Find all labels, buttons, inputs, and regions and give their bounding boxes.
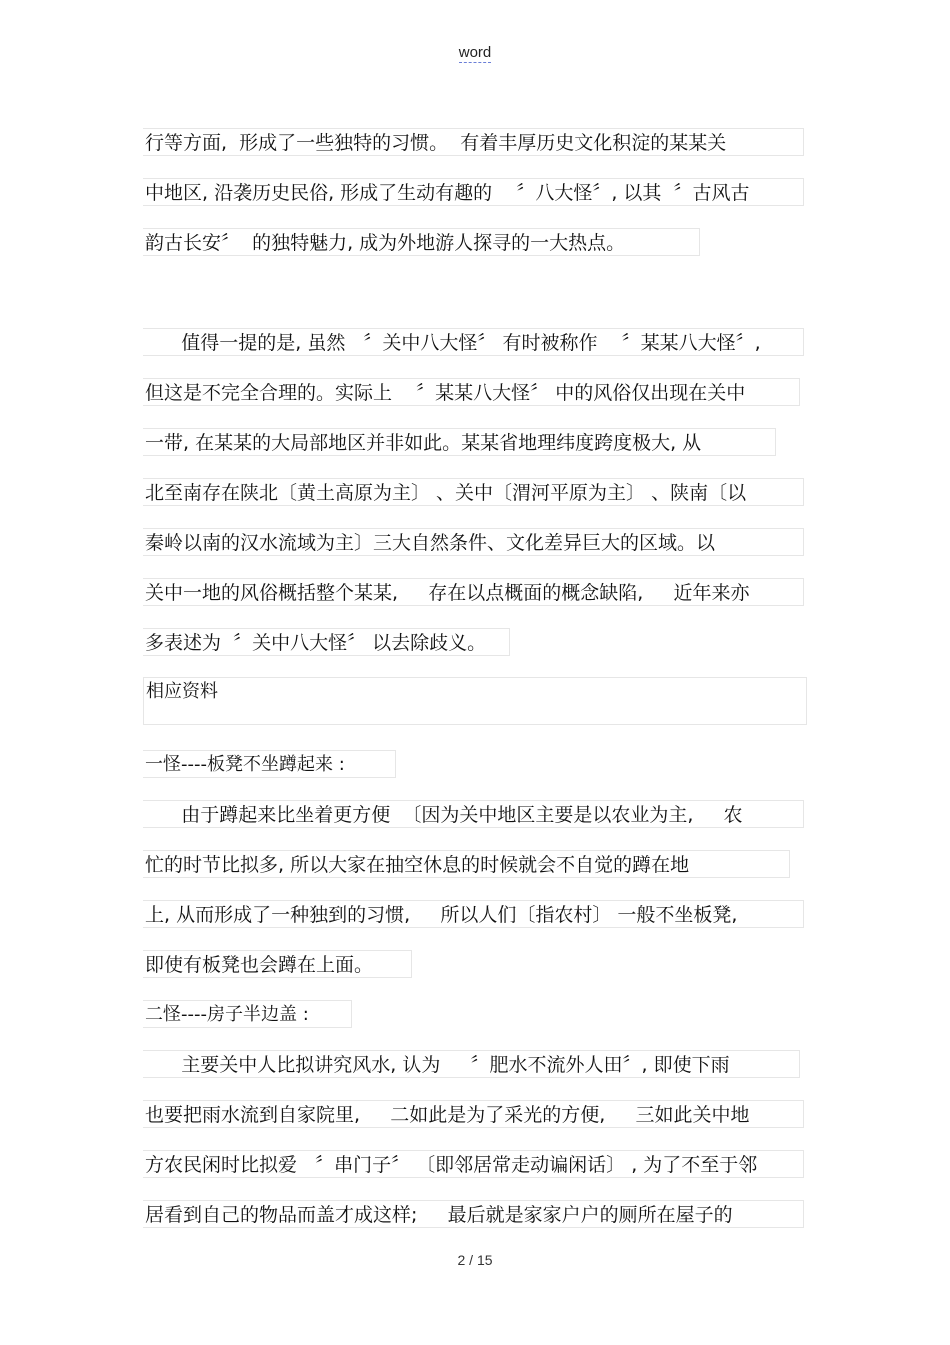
text-line: 由于蹲起来比坐着更方便 〔因为关中地区主要是以农业为主, 农 (143, 800, 804, 828)
text-line: 也要把雨水流到自家院里, 二如此是为了采光的方便, 三如此关中地 (143, 1100, 804, 1128)
text-line: 方农民闲时比拟爱 〞串门子〞 〔即邻居常走动谝闲话〕 , 为了不至于邻 (143, 1150, 804, 1178)
text-line: 值得一提的是, 虽然 〞关中八大怪〞 有时被称作 〞某某八大怪〞, (143, 328, 804, 356)
text-line: 一带, 在某某的大局部地区并非如此。某某省地理纬度跨度极大, 从 (143, 428, 776, 456)
text-line: 上, 从而形成了一种独到的习惯, 所以人们〔指农村〕 一般不坐板凳, (143, 900, 804, 928)
text-line: 居看到自己的物品而盖才成这样; 最后就是家家户户的厕所在屋子的 (143, 1200, 804, 1228)
header-title: word (458, 44, 492, 61)
text-line: 韵古长安〞 的独特魅力, 成为外地游人探寻的一大热点。 (143, 228, 700, 256)
text-line: 忙的时节比拟多, 所以大家在抽空休息的时候就会不自觉的蹲在地 (143, 850, 790, 878)
text-line: 秦岭以南的汉水流域为主〕三大自然条件、文化差异巨大的区域。以 (143, 528, 804, 556)
text-line: 关中一地的风俗概括整个某某, 存在以点概面的概念缺陷, 近年来亦 (143, 578, 804, 606)
text-line: 北至南存在陕北〔黄土高原为主〕 、关中〔渭河平原为主〕 、陕南〔以 (143, 478, 804, 506)
page-number: 2 / 15 (457, 1252, 493, 1268)
text-line: 多表述为 〞关中八大怪〞 以去除歧义。 (143, 628, 510, 656)
text-line: 中地区, 沿袭历史民俗, 形成了生动有趣的 〞八大怪〞, 以其 〞古风古 (143, 178, 804, 206)
subheading-second-oddity: 二怪----房子半边盖 : (143, 1000, 352, 1028)
page-header (0, 44, 950, 61)
text-line: 但这是不完全合理的。实际上 〞某某八大怪〞 中的风俗仅出现在关中 (143, 378, 800, 406)
subheading-first-oddity: 一怪----板凳不坐蹲起来 : (143, 750, 396, 778)
text-line: 行等方面, 形成了一些独特的习惯。 有着丰厚历史文化积淀的某某关 (143, 128, 804, 156)
text-line: 主要关中人比拟讲究风水, 认为 〞肥水不流外人田〞, 即使下雨 (143, 1050, 800, 1078)
text-line: 即使有板凳也会蹲在上面。 (143, 950, 412, 978)
section-heading: 相应资料 (143, 677, 807, 725)
